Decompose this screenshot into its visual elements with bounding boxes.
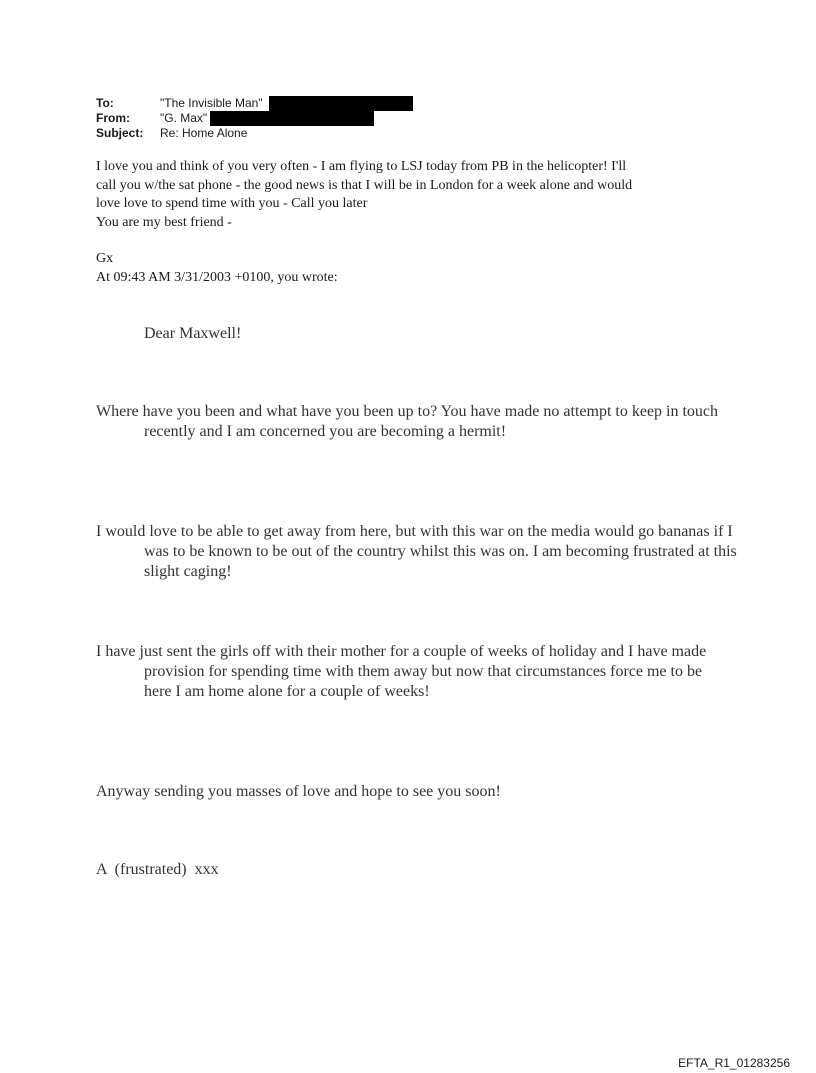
document-id: EFTA_R1_01283256 xyxy=(678,1056,790,1070)
subject-label: Subject: xyxy=(96,126,144,140)
reply-line-3: love love to spend time with you - Call you later xyxy=(96,196,368,211)
from-redaction xyxy=(210,111,374,126)
reply-line-4: You are my best friend - xyxy=(96,214,232,230)
quoted-paragraph-2: I would love to be able to get away from here, but with this war on the media would go bananas if I was to be known to be out of the country whilst this was on. I am becoming frustrated at this slight caging! xyxy=(96,523,737,580)
to-redaction xyxy=(269,96,413,111)
reply-line-1: I love you and think of you very often - I am flying to LSJ today from PB in the helicopter! I'll xyxy=(96,159,627,174)
quoted-greeting: Dear Maxwell! xyxy=(144,325,242,342)
to-label: To: xyxy=(96,96,114,110)
reply-signature: Gx xyxy=(96,251,114,266)
quoted-paragraph-3: I have just sent the girls off with their mother for a couple of weeks of holiday and I have made provision for spending time with them away but now that circumstances force me to be here I am home alone for a couple of weeks! xyxy=(96,643,707,700)
reply-body xyxy=(96,158,736,287)
to-row xyxy=(96,96,413,111)
from-row xyxy=(96,111,413,126)
from-label: From: xyxy=(96,111,130,125)
from-value: "G. Max" xyxy=(160,111,208,125)
email-header xyxy=(96,96,413,141)
to-value: "The Invisible Man" xyxy=(160,96,263,110)
subject-value: Re: Home Alone xyxy=(160,126,248,140)
quoted-paragraph-1: Where have you been and what have you been up to? You have made no attempt to keep in touch recently and I am concerned you are becoming a hermit! xyxy=(96,403,719,440)
reply-line-2: call you w/the sat phone - the good news is that I will be in London for a week alone and would xyxy=(96,177,633,193)
quoted-paragraph-4: Anyway sending you masses of love and hope to see you soon! xyxy=(96,783,501,800)
quote-attribution: At 09:43 AM 3/31/2003 +0100, you wrote: xyxy=(96,269,338,285)
quoted-signoff: A (frustrated) xxx xyxy=(96,861,219,878)
subject-row xyxy=(96,126,413,141)
reply-spacer xyxy=(96,232,736,250)
